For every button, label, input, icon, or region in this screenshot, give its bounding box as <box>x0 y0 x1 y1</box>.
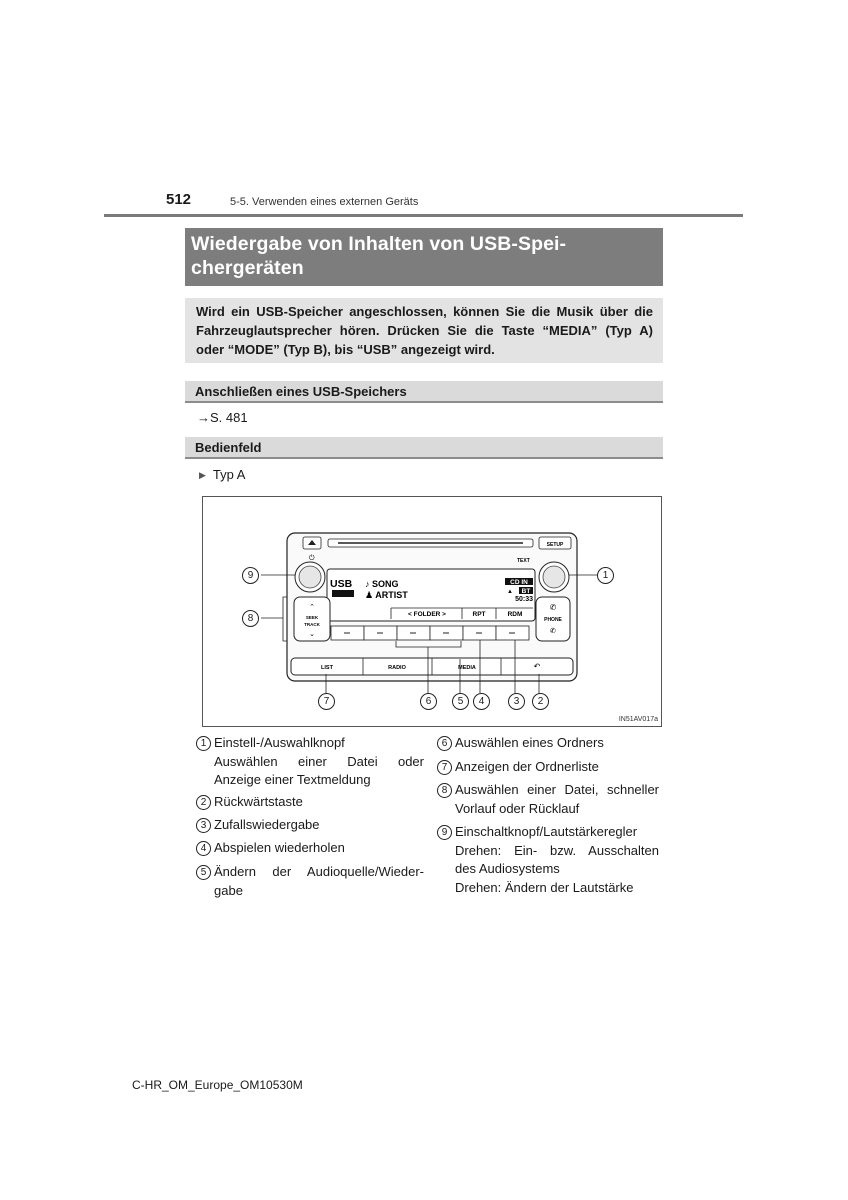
track-label: TRACK <box>304 622 320 627</box>
intro-line-3: oder “MODE” (Typ B), bis “USB” angezeigt wird. <box>196 342 495 357</box>
figure-code: IN51AV017a <box>618 716 658 723</box>
breadcrumb: 5-5. Verwenden eines externen Geräts <box>230 196 419 208</box>
display-artist: ♟ ARTIST <box>365 590 408 600</box>
audio-unit-diagram <box>203 497 661 726</box>
legend-item-9-line-4: Drehen: Ändern der Lautstärke <box>455 879 634 895</box>
type-label-text: Typ A <box>212 467 246 482</box>
display-cd-in: CD IN <box>510 579 528 586</box>
legend-item-9-line-1: Einschaltknopf/Lautstärkeregler <box>455 824 638 839</box>
callout-3: 3 <box>508 693 525 710</box>
callout-7: 7 <box>318 693 335 710</box>
legend-num-9: 9 <box>437 825 452 840</box>
media-label: MEDIA <box>458 665 476 671</box>
preset-buttons <box>331 626 529 640</box>
usb-stick-icon <box>332 590 354 597</box>
legend-item-1-line-3: Anzeige einer Textmeldung <box>214 772 371 787</box>
legend-item-4 <box>196 839 426 858</box>
legend-item-3 <box>196 816 426 835</box>
legend-item-4-line-1: Abspielen wiederholen <box>214 840 345 855</box>
legend-num-7: 7 <box>437 760 452 775</box>
legend-item-1-line-1: Einstell-/Auswahlknopf <box>214 735 345 750</box>
legend-item-1 <box>196 734 426 787</box>
legend-item-1-line-2: Auswählen einer Datei oder <box>214 753 424 769</box>
setup-label: SETUP <box>546 542 564 548</box>
page-title <box>185 228 663 286</box>
legend-item-3-line-1: Zufallswiedergabe <box>214 817 320 832</box>
section-heading-connect: Anschließen eines USB-Speichers <box>185 381 663 403</box>
intro-box <box>185 298 663 363</box>
phone-label: PHONE <box>544 617 562 623</box>
page-title-line-1: Wiedergabe von Inhalten von USB-Spei- <box>191 233 567 255</box>
list-label: LIST <box>321 665 333 671</box>
callout-9: 9 <box>242 567 259 584</box>
legend-item-5-line-1: Ändern der Audioquelle/Wieder- <box>214 864 424 879</box>
callout-8: 8 <box>242 610 259 627</box>
callout-1: 1 <box>597 567 614 584</box>
legend-item-8 <box>437 781 663 816</box>
seek-label: SEEK <box>305 615 319 620</box>
legend-num-6: 6 <box>437 736 452 751</box>
phone-hangup-icon: ✆ <box>550 628 556 635</box>
page-number: 512 <box>166 191 192 208</box>
callout-2: 2 <box>532 693 549 710</box>
legend-item-5 <box>196 863 426 898</box>
legend-item-7-line-1: Anzeigen der Ordnerliste <box>455 759 599 774</box>
seek-up-icon: ⌃ <box>309 604 315 611</box>
text-label: TEXT <box>517 558 530 564</box>
triangle-bullet-icon: ▶ <box>199 470 206 480</box>
legend-right-column <box>437 734 663 904</box>
legend-num-5: 5 <box>196 865 211 880</box>
seek-down-icon: ⌄ <box>309 631 315 638</box>
intro-line-2: Fahrzeuglautsprecher hören. Drücken Sie die Taste “MEDIA” (Typ A) <box>196 323 653 338</box>
legend-item-9-line-2: Drehen: Ein- bzw. Ausschalten <box>455 842 659 858</box>
legend-left-column <box>196 734 426 914</box>
legend-item-6 <box>437 734 663 753</box>
legend-item-9 <box>437 823 663 895</box>
radio-label: RADIO <box>388 665 406 671</box>
back-arrow-icon: ↶ <box>533 662 541 671</box>
signal-icon: ▲ <box>507 589 513 595</box>
display-song: ♪ SONG <box>365 579 399 589</box>
legend-item-9-line-3: des Audiosystems <box>455 861 560 876</box>
callout-6: 6 <box>420 693 437 710</box>
legend-item-7 <box>437 758 663 777</box>
callout-4: 4 <box>473 693 490 710</box>
legend-item-5-line-2: gabe <box>214 882 243 898</box>
legend-item-6-line-1: Auswählen eines Ordners <box>455 735 604 750</box>
legend-item-2-line-1: Rückwärtstaste <box>214 794 303 809</box>
legend-item-2 <box>196 793 426 812</box>
legend-num-4: 4 <box>196 841 211 856</box>
legend-num-2: 2 <box>196 795 211 810</box>
legend-item-8-line-2: Vorlauf oder Rücklauf <box>455 800 580 816</box>
legend-num-8: 8 <box>437 783 452 798</box>
intro-line-1: Wird ein USB-Speicher angeschlossen, können Sie die Musik über die <box>196 304 653 319</box>
header-divider <box>104 214 743 217</box>
section-heading-panel: Bedienfeld <box>185 437 663 459</box>
page-title-line-2: chergeräten <box>191 257 304 279</box>
legend-num-3: 3 <box>196 818 211 833</box>
phone-pickup-icon: ✆ <box>549 603 557 612</box>
power-icon: ⏻ <box>309 555 315 562</box>
callout-5: 5 <box>452 693 469 710</box>
control-panel-figure <box>202 496 662 727</box>
display-usb-label: USB <box>330 578 353 590</box>
page-reference-link[interactable]: →S. 481 <box>197 410 248 425</box>
display-time: 50:33 <box>515 596 533 603</box>
display-rdm: RDM <box>507 611 523 618</box>
legend-item-8-line-1: Auswählen einer Datei, schneller <box>455 782 659 797</box>
type-label <box>199 467 245 482</box>
footer-doc-code: C-HR_OM_Europe_OM10530M <box>132 1078 303 1092</box>
legend-num-1: 1 <box>196 736 211 751</box>
display-rpt: RPT <box>472 611 486 618</box>
display-bt: BT <box>521 588 531 595</box>
display-folder: < FOLDER > <box>408 611 446 618</box>
